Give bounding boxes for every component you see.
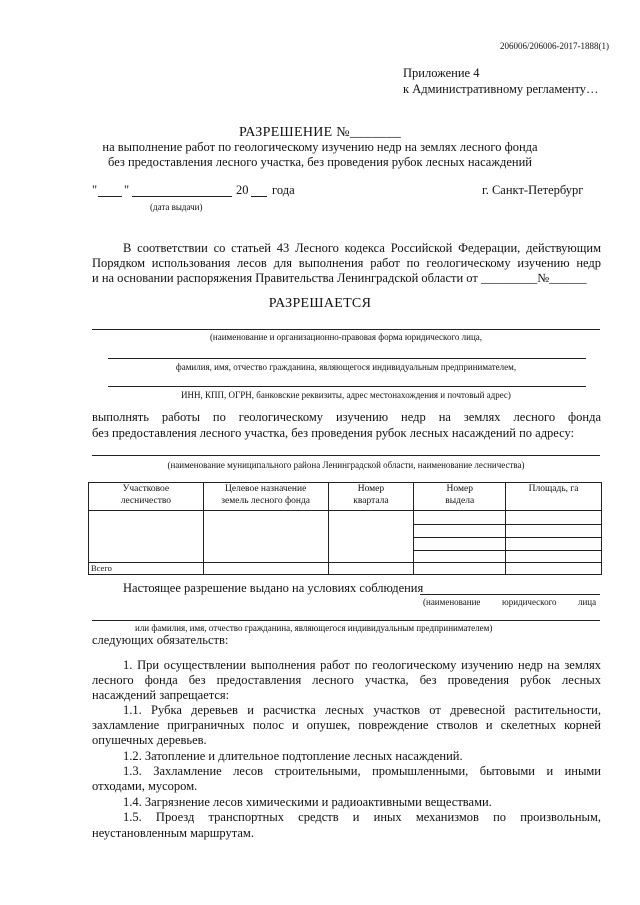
col-header-land-purpose: Целевое назначение земель лесного фонда — [203, 483, 328, 511]
item-1-1-line-3: опушечных деревьев. — [92, 733, 207, 747]
item-1-1-line-2: захламление приграничных полос и опушек, повреждение стволов и скелетных корней — [92, 718, 601, 732]
item-1-line-3: насаждений запрещается: — [92, 688, 230, 702]
item-1-4: 1.4. Загрязнение лесов химическими и радиоактивными веществами. — [123, 795, 492, 809]
issue-city: г. Санкт-Петербург — [482, 183, 584, 197]
date-year-prefix: 20 — [236, 183, 249, 197]
title-line-2: на выполнение работ по геологическому изучению недр на землях лесного фонда — [102, 140, 538, 154]
conditions-caption-1b: юридического — [502, 597, 557, 607]
item-1-line-1: 1. При осуществлении выполнения работ по геологическому изучению недр на землях — [123, 658, 601, 672]
date-day-blank — [98, 196, 122, 197]
conditions-caption-1c: лица — [578, 597, 597, 607]
appendix-regulation: к Административному регламенту… — [403, 82, 599, 96]
title-line-3: без предоставления лесного участка, без проведения рубок лесных насаждений — [108, 155, 532, 169]
total-quarter — [328, 563, 414, 575]
date-quote-close: " — [124, 183, 130, 197]
cell-allotment-number — [414, 511, 506, 563]
date-year-suffix: года — [272, 183, 295, 197]
item-1-1-line-1: 1.1. Рубка деревьев и расчистка лесных участков от древесной растительности, — [123, 703, 601, 717]
col-header-area: Площадь, га — [506, 483, 602, 511]
col-header-forestry: Участковое лесничество — [89, 483, 204, 511]
cell-quarter-number — [328, 511, 414, 563]
applicant-person-line — [108, 358, 586, 359]
total-label: Всего — [89, 563, 204, 575]
applicant-caption-2: фамилия, имя, отчество гражданина, являющегося индивидуальным предпринимателем, — [175, 362, 517, 372]
total-allotment — [414, 563, 506, 575]
conditions-line-1: Настоящее разрешение выдано на условиях соблюдения — [123, 581, 424, 595]
applicant-caption-3: ИНН, КПП, ОГРН, банковские реквизиты, адрес местонахождения и почтовый адрес) — [181, 390, 511, 400]
perform-line-2: без предоставления лесного участка, без проведения рубок лесных насаждений по адресу: — [92, 426, 575, 440]
appendix-label: Приложение 4 — [403, 66, 480, 80]
document-code: 206006/206006-2017-1888(1) — [500, 41, 609, 51]
item-1-3-line-2: отходами, мусором. — [92, 779, 198, 793]
total-area — [506, 563, 602, 575]
intro-line-3: и на основании распоряжения Правительства Ленинградской области от _________№______ — [92, 271, 587, 285]
perform-line-1: выполнять работы по геологическому изучению недр на землях лесного фонда — [92, 410, 601, 424]
item-1-2: 1.2. Затопление и длительное подтопление лесных насаждений. — [123, 749, 463, 763]
conditions-blank-1 — [420, 594, 600, 595]
applicant-caption-1: (наименование и организационно-правовая форма юридического лица, — [209, 332, 483, 342]
item-1-3-line-1: 1.3. Захламление лесов строительными, промышленными, бытовыми и иными — [123, 764, 601, 778]
address-caption: (наименование муниципального района Ленинградской области, наименование лесничества) — [167, 460, 525, 470]
conditions-blank-2 — [92, 620, 600, 621]
col-header-allotment-number: Номер выдела — [414, 483, 506, 511]
intro-line-2: Порядком использования лесов для выполнения работ по геологическому изучению недр — [92, 256, 601, 270]
item-1-line-2: лесного фонда без предоставления лесного участка, без проведения рубок лесных — [92, 673, 601, 687]
date-caption: (дата выдачи) — [150, 202, 203, 212]
date-month-blank — [132, 196, 232, 197]
plot-table — [88, 482, 602, 575]
cell-land-purpose — [203, 511, 328, 563]
applicant-name-line — [92, 329, 600, 330]
total-land-purpose — [203, 563, 328, 575]
applicant-details-line — [108, 386, 586, 387]
permits-heading: РАЗРЕШАЕТСЯ — [268, 296, 372, 311]
address-line — [92, 455, 600, 456]
date-quote-open: " — [92, 183, 98, 197]
intro-line-1: В соответствии со статьей 43 Лесного кодекса Российской Федерации, действующим — [123, 241, 601, 255]
cell-forestry — [89, 511, 204, 563]
conditions-line-2: следующих обязательств: — [92, 633, 229, 647]
item-1-5-line-2: неустановленным маршрутам. — [92, 826, 254, 840]
conditions-caption-2: или фамилия, имя, отчество гражданина, являющегося индивидуальным предпринимателем) — [135, 623, 493, 633]
cell-area — [506, 511, 602, 563]
conditions-caption-1a: (наименование — [423, 597, 481, 607]
date-year-blank — [251, 196, 267, 197]
col-header-quarter-number: Номер квартала — [328, 483, 414, 511]
page-title: РАЗРЕШЕНИЕ №_______ — [238, 125, 402, 140]
item-1-5-line-1: 1.5. Проезд транспортных средств и иных механизмов по произвольным, — [123, 810, 601, 824]
